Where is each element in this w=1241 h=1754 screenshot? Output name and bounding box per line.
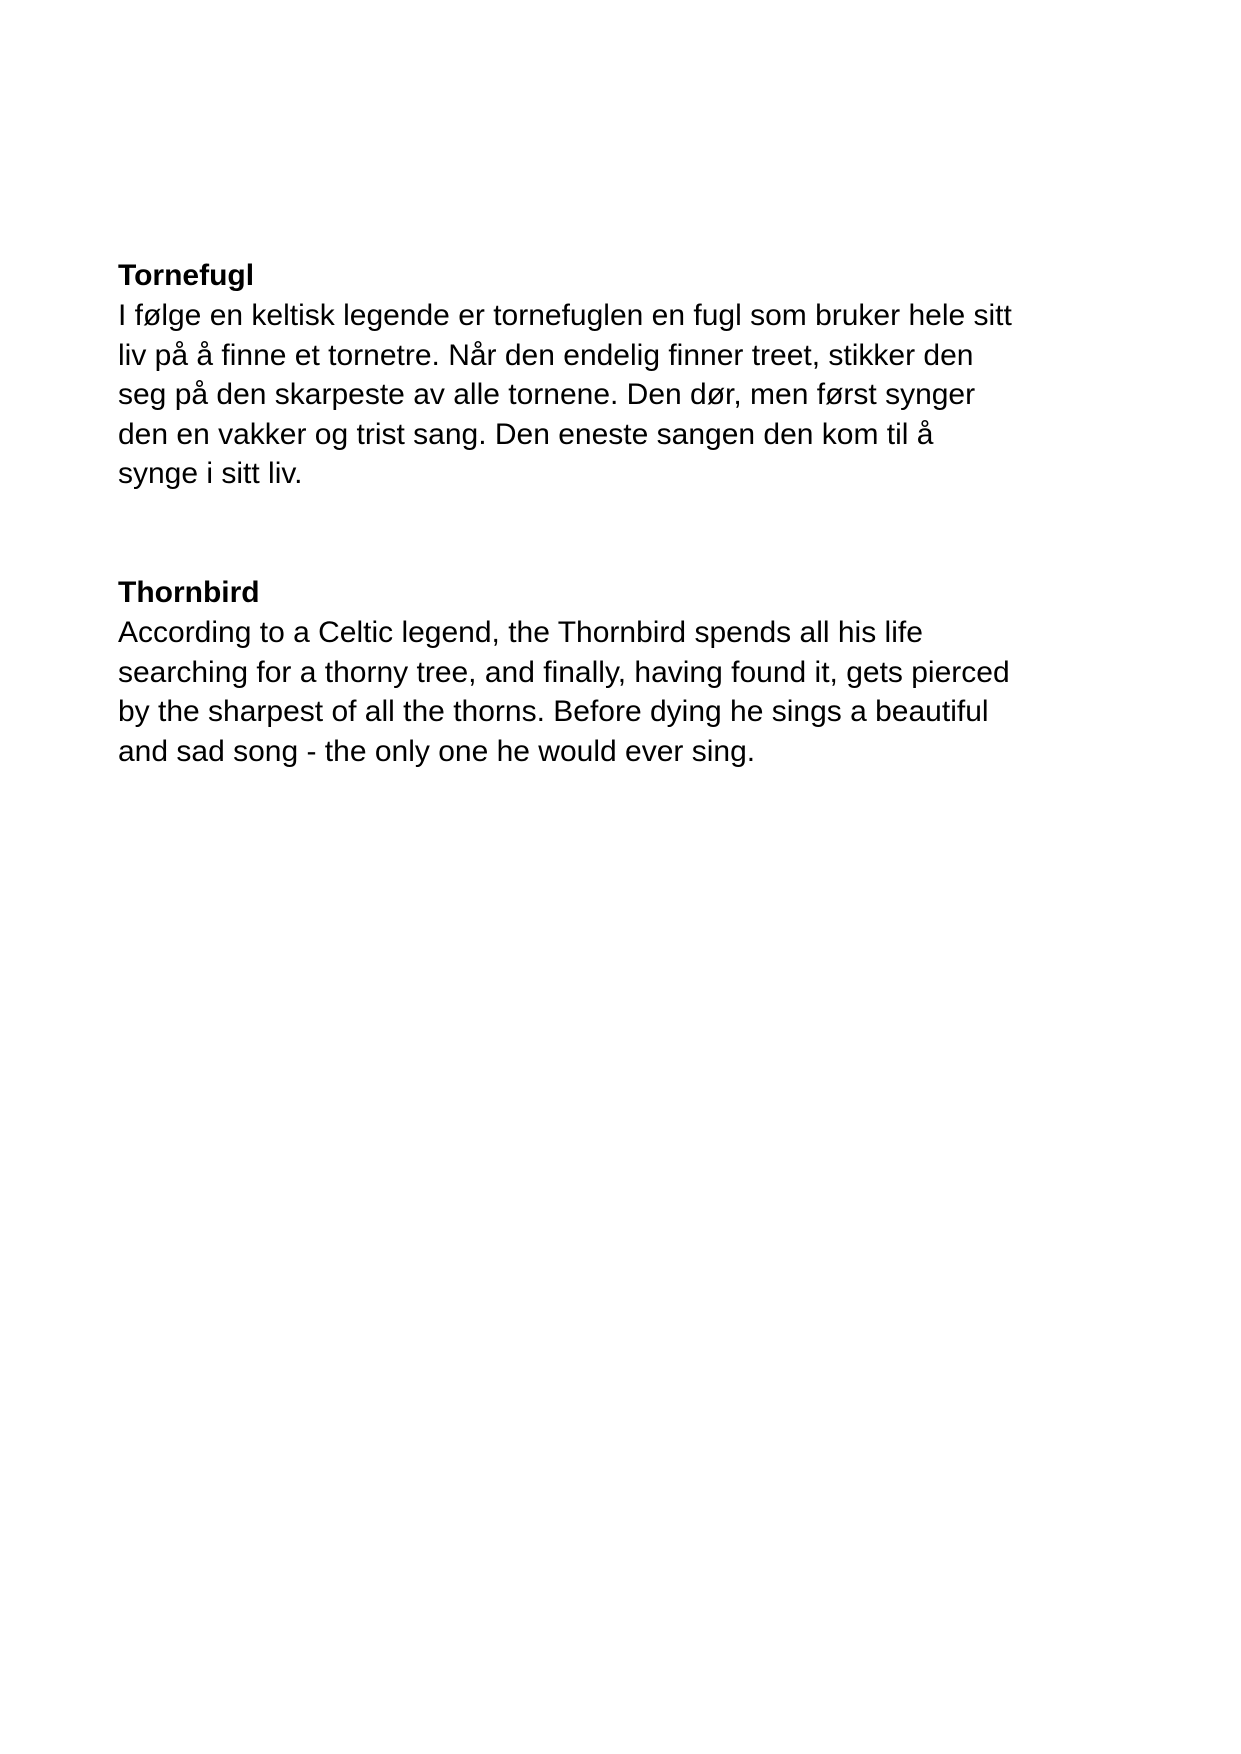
paragraph-line: den en vakker og trist sang. Den eneste sangen den kom til å <box>118 417 934 451</box>
paragraph-line: liv på å finne et tornetre. Når den endelig finner treet, stikker den <box>118 338 974 372</box>
paragraph-line: seg på den skarpeste av alle tornene. Den dør, men først synger <box>118 378 976 411</box>
paragraph-line: and sad song - the only one he would ever sing. <box>118 734 756 768</box>
paragraph-line: by the sharpest of all the thorns. Before dying he sings a beautiful <box>118 695 989 728</box>
paragraph-line: synge i sitt liv. <box>118 457 303 490</box>
section-english <box>118 573 1128 771</box>
paragraph-line: According to a Celtic legend, the Thornbird spends all his life <box>118 616 923 649</box>
section-heading: Thornbird <box>118 576 260 609</box>
paragraph-line: searching for a thorny tree, and finally, having found it, gets pierced <box>118 655 1010 689</box>
section-norwegian <box>118 256 1128 494</box>
section-heading: Tornefugl <box>118 259 255 292</box>
paragraph-line: I følge en keltisk legende er tornefuglen en fugl som bruker hele sitt <box>118 299 1012 332</box>
